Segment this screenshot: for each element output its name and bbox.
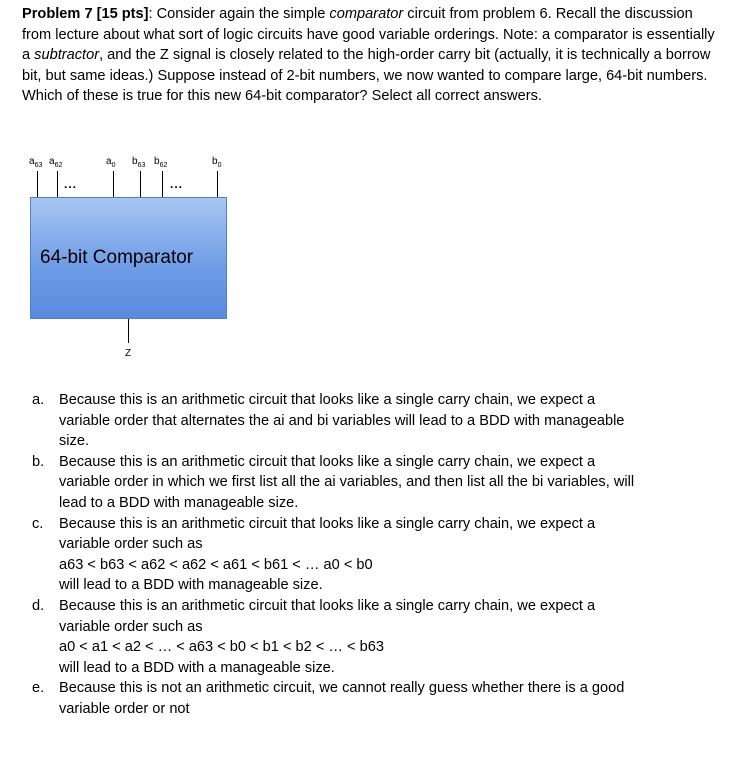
option-text-line: Because this is not an arithmetic circuit, we cannot really guess whether there is a good (59, 680, 625, 697)
output-pin-z (128, 319, 129, 343)
option-text-line: will lead to a BDD with a manageable size. (59, 659, 335, 676)
option-text-line: Because this is an arithmetic circuit that looks like a single carry chain, we expect a (59, 515, 596, 532)
option-text-line: Because this is an arithmetic circuit that looks like a single carry chain, we expect a (59, 597, 596, 614)
option-text-line: a63 < b63 < a62 < a62 < a61 < b61 < … a0 < b0 (59, 556, 373, 573)
input-label-b62: $b_{62}$ (154, 156, 168, 169)
intro-emphasis-comparator: comparator (329, 6, 404, 22)
output-label-z: Z (125, 348, 132, 359)
option-text-line: a0 < a1 < a2 < … < a63 < b0 < b1 < b2 < … < b63 (59, 639, 384, 656)
comparator-diagram (26, 156, 231, 366)
option-c[interactable] (32, 514, 692, 596)
option-letter: e. (32, 680, 45, 697)
option-text-line: Because this is an arithmetic circuit that looks like a single carry chain, we expect a (59, 392, 596, 408)
intro-emphasis-subtractor: subtractor (34, 47, 100, 64)
input-label-a63: $a_{63}$ (29, 156, 43, 169)
option-text-line: lead to a BDD with manageable size. (59, 494, 299, 511)
input-label-b0: $b_0$ (212, 156, 222, 169)
option-d[interactable] (32, 596, 692, 678)
option-letter: c. (32, 515, 44, 532)
input-pin-b63 (140, 171, 141, 197)
intro-text-2: circuit from problem 6. Recall the discussion from lecture about what sort of logic circuits have good variable orderings. Note: a comparator is essentially a (22, 6, 715, 64)
ellipsis-b: ... (170, 177, 184, 191)
answer-options (32, 390, 692, 720)
input-pin-a62 (57, 171, 58, 197)
option-e[interactable] (32, 678, 692, 719)
ellipsis-a: ... (64, 177, 78, 191)
input-pin-b0 (217, 171, 218, 197)
input-label-b63: $b_{63}$ (132, 156, 146, 169)
option-letter: b. (32, 453, 45, 470)
input-pin-a63 (37, 171, 38, 197)
problem-statement (22, 4, 722, 107)
intro-text-1: : Consider again the simple (148, 6, 330, 22)
option-text-line: variable order or not (59, 700, 190, 717)
input-label-a62: $a_{62}$ (49, 156, 63, 169)
input-label-a0: $a_0$ (106, 156, 116, 169)
option-text-line: variable order in which we first list all the ai variables, and then list all the bi variables, will (59, 474, 635, 491)
option-text-line: variable order such as (59, 618, 203, 635)
input-pin-a0 (113, 171, 114, 197)
option-letter: d. (32, 597, 45, 614)
option-a[interactable] (32, 390, 692, 452)
option-text-line: will lead to a BDD with manageable size. (59, 577, 323, 594)
option-text-line: variable order that alternates the ai and bi variables will lead to a BDD with manageable (59, 412, 625, 429)
option-text-line: size. (59, 433, 90, 450)
option-text-line: variable order such as (59, 536, 203, 553)
comparator-label: 64-bit Comparator (40, 247, 194, 268)
problem-title: Problem 7 [15 pts] (22, 6, 149, 22)
option-b[interactable] (32, 452, 692, 514)
option-letter: a. (32, 392, 45, 408)
option-text-line: Because this is an arithmetic circuit that looks like a single carry chain, we expect a (59, 453, 596, 470)
intro-text-3: , and the Z signal is closely related to the high-order carry bit (actually, it is technically a borrow bit, but same ideas.) Suppose instead of 2-bit numbers, we now wanted to compare large, 64-bit numbers. Which of these is true for this new 64-bit comparator? Select all correct answers. (22, 47, 711, 105)
input-pin-b62 (162, 171, 163, 197)
